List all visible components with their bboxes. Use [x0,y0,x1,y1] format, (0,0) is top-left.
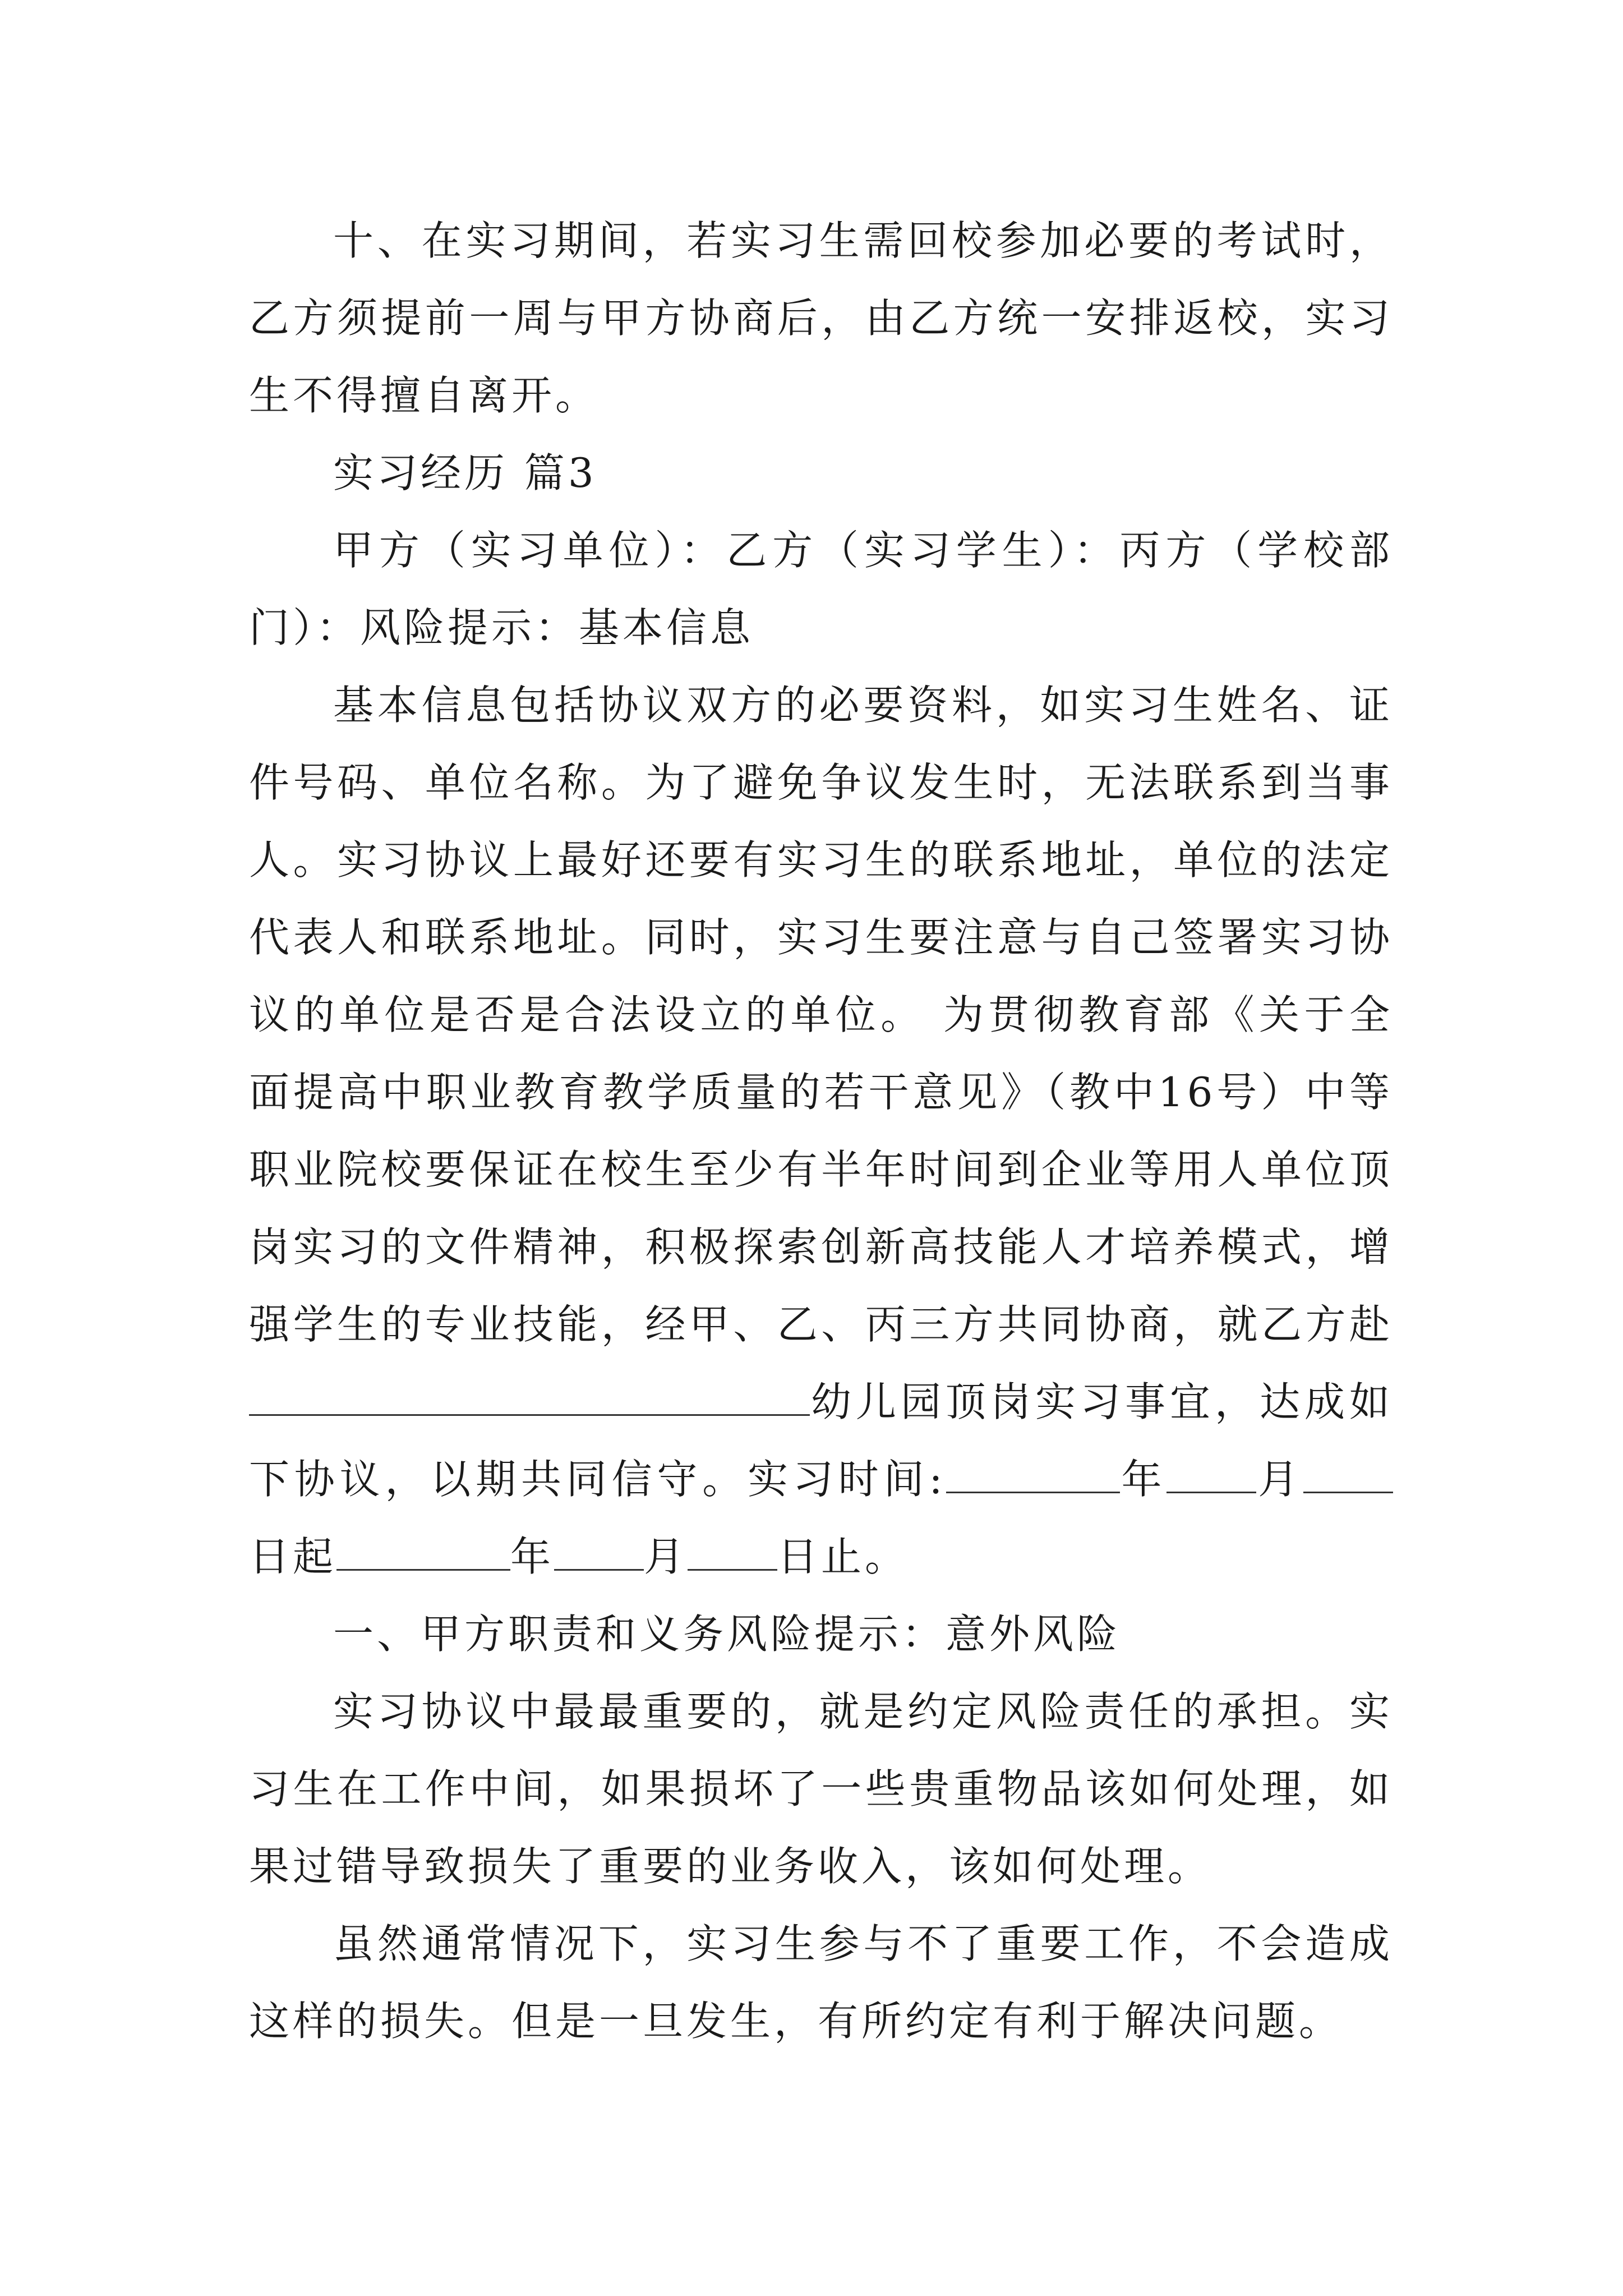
start-day-blank[interactable] [1303,1457,1393,1493]
document-body [249,202,1393,2060]
paragraph-text: 十、在实习期间，若实习生需回校参加必要的考试时，乙方须提前一周与甲方协商后，由乙方统一安排返校，实习生不得擅自离开。 [249,217,1393,419]
start-month-blank[interactable] [1166,1457,1256,1493]
section-heading-one [249,1595,1393,1673]
year-label: 年 [510,1533,555,1580]
paragraph-text: 基本信息包括协议双方的必要资料，如实习生姓名、证件号码、单位名称。为了避免争议发生时，无法联系到当事人。实习协议上最好还要有实习生的联系地址，单位的法定代表人和联系地址。同时，实习生要注意与自己签署实习协议的单位是否是合法设立的单位。 为贯彻教育部《关于全面提高中职业教育教学质量的若干意见》（教中16号）中等职业院校要保证在校生至少有半年时间到企业等用人单位顶岗实习的文件精神，积极探索创新高技能人才培养模式，增强学生的专业技能，经甲、乙、丙三方共同协商，就乙方赴 [249,682,1393,1348]
day-end-label: 日止。 [777,1533,909,1580]
paragraph-text: 幼儿园顶岗实习事宜，达成如下协议，以期共同信守。实习时间: [249,1378,1393,1503]
month-label: 月 [1256,1456,1303,1503]
day-start-label: 日起 [249,1533,337,1580]
section-heading-text: 一、甲方职责和义务风险提示：意外风险 [333,1611,1121,1658]
year-label: 年 [1119,1456,1167,1503]
end-day-blank[interactable] [688,1534,777,1571]
section-heading [249,434,1393,512]
end-month-blank[interactable] [554,1534,644,1571]
kindergarten-name-blank[interactable] [249,1379,810,1416]
paragraph-risk-2 [249,1905,1393,2060]
start-year-blank[interactable] [946,1457,1120,1493]
parties-line-text: 甲方（实习单位）：乙方（实习学生）：丙方（学校部门）：风险提示：基本信息 [249,527,1393,651]
month-label: 月 [644,1533,688,1580]
paragraph-basic-info [249,666,1393,1595]
paragraph-text: 虽然通常情况下，实习生参与不了重要工作，不会造成这样的损失。但是一旦发生，有所约定有利于解决问题。 [249,1920,1393,2045]
paragraph-text: 实习协议中最最重要的，就是约定风险责任的承担。实习生在工作中间，如果损坏了一些贵重物品该如何处理，如果过错导致损失了重要的业务收入，该如何处理。 [249,1688,1393,1890]
paragraph-risk-1 [249,1673,1393,1905]
end-year-blank[interactable] [336,1534,510,1571]
paragraph-exam-return [249,202,1393,434]
section-heading-text: 实习经历 篇3 [333,449,597,496]
parties-line [249,512,1393,666]
